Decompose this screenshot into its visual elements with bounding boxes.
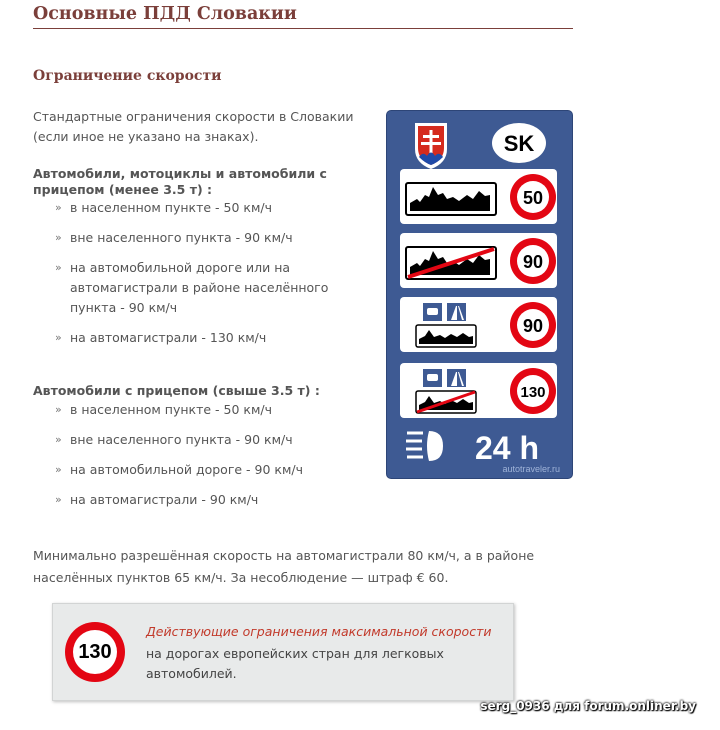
list-item: » на автомагистрали - 130 км/ч xyxy=(55,328,345,348)
bullet-icon: » xyxy=(55,493,62,506)
group2-list xyxy=(55,400,345,510)
headlight-icon xyxy=(406,431,443,461)
town-sign-icon xyxy=(406,183,496,215)
list-item: » вне населенного пункта - 90 км/ч xyxy=(55,228,345,248)
list-item: » на автомагистрали - 90 км/ч xyxy=(55,490,345,510)
bullet-icon: » xyxy=(55,463,62,476)
bullet-icon: » xyxy=(55,201,62,214)
info-box-description: на дорогах европейских стран для легковых автомобилей. xyxy=(146,646,444,681)
country-code: SK xyxy=(503,131,535,156)
list-item: » вне населенного пункта - 90 км/ч xyxy=(55,430,345,450)
daytime-lights-text: 24 h xyxy=(474,430,540,466)
sign-board-graphic xyxy=(387,111,572,478)
speed-limits-europe-link[interactable]: Действующие ограничения максимальной скорости xyxy=(146,624,492,639)
bullet-icon: » xyxy=(55,331,62,344)
list-item: » на автомобильной дороге или на автомагистрали в районе населённого пункта - 90 км/ч xyxy=(55,260,329,315)
bullet-icon: » xyxy=(55,261,62,274)
speed-limit-value: 50 xyxy=(522,188,544,208)
speed-limits-sign-board xyxy=(387,111,572,478)
speed-limit-sign-130 xyxy=(510,368,556,414)
speed-limit-sign-90 xyxy=(510,238,556,284)
minimum-speed-text: Минимально разрешённая скорость на автомагистрали 80 км/ч, а в районе населённых пунктов 65 км/ч. За несоблюдение — штраф € 60. xyxy=(33,548,535,585)
bullet-icon: » xyxy=(55,231,62,244)
related-info-box xyxy=(52,603,514,701)
page-title: Основные ПДД Словакии xyxy=(33,4,573,29)
end-of-town-sign-icon xyxy=(406,247,496,279)
speed-limit-sign-90 xyxy=(510,302,556,348)
bullet-icon: » xyxy=(55,433,62,446)
speed-limit-value: 130 xyxy=(520,384,546,401)
watermark: serg_0936 для forum.onliner.by xyxy=(480,699,696,713)
speed-limit-130-icon xyxy=(65,622,125,682)
list-item: » в населенном пункте - 50 км/ч xyxy=(55,198,345,218)
list-item: » в населенном пункте - 50 км/ч xyxy=(55,400,345,420)
intro-text: Стандартные ограничения скорости в Словакии (если иное не указано на знаках). xyxy=(33,109,354,144)
group1-list xyxy=(55,198,345,348)
speed-limit-value: 130 xyxy=(73,630,117,674)
group2-heading: Автомобили с прицепом (свыше 3.5 т) : xyxy=(33,383,320,398)
list-item: » на автомобильной дороге - 90 км/ч xyxy=(55,460,345,480)
speed-limit-value: 90 xyxy=(522,316,544,336)
section-title: Ограничение скорости xyxy=(33,68,222,84)
speed-limit-value: 90 xyxy=(522,252,544,272)
source-credit: autotraveler.ru xyxy=(502,464,560,474)
slovakia-coat-of-arms-icon xyxy=(415,123,447,169)
bullet-icon: » xyxy=(55,403,62,416)
group1-heading: Автомобили, мотоциклы и автомобили с прицепом (менее 3.5 т) : xyxy=(33,166,327,197)
speed-limit-sign-50 xyxy=(510,174,556,220)
